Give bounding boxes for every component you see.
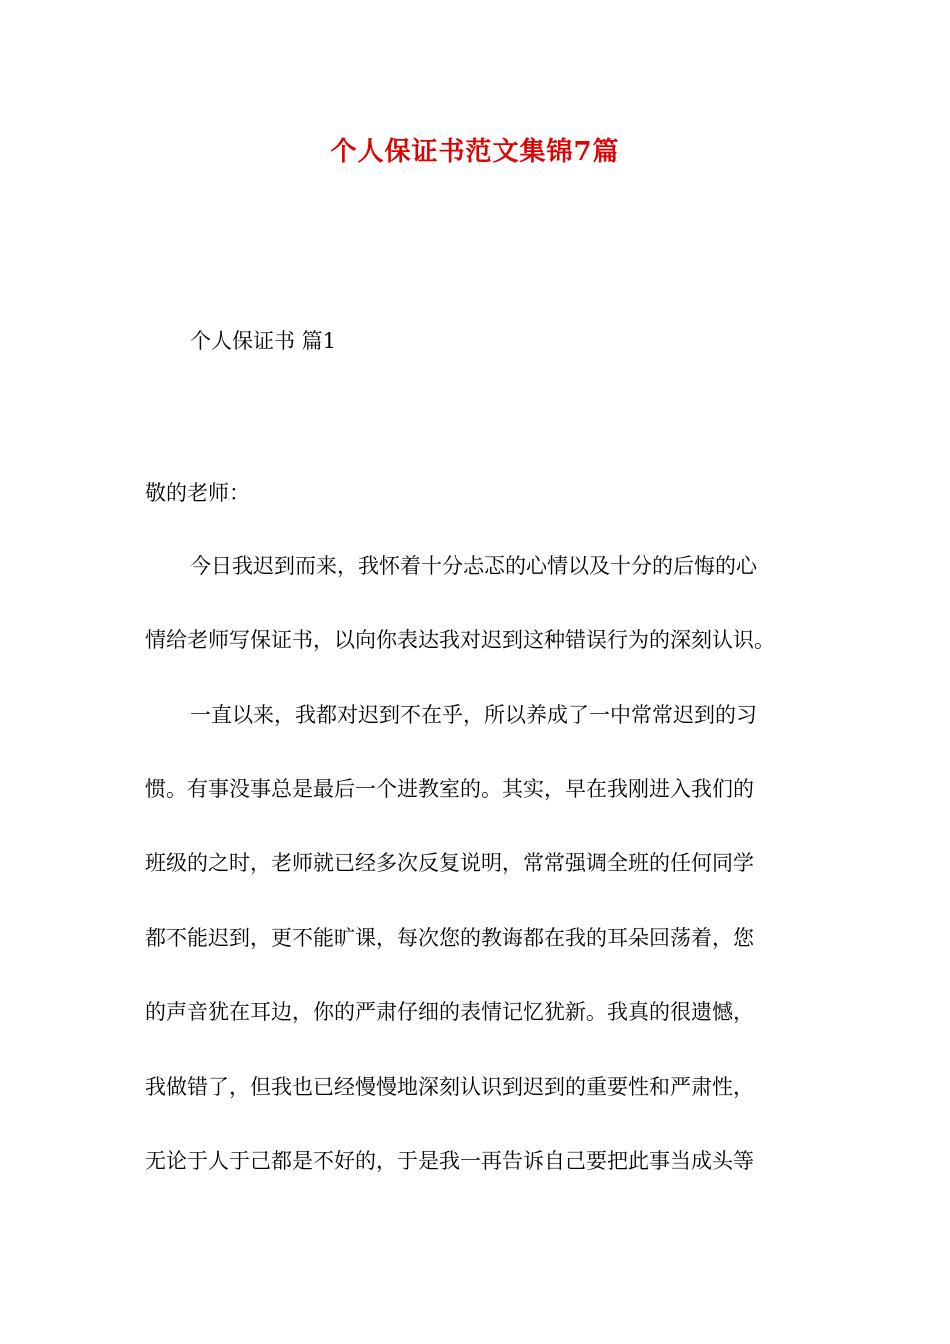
- paragraph-line: 的声音犹在耳边，你的严肃仔细的表情记忆犹新。我真的很遗憾，: [145, 1000, 754, 1024]
- paragraph-line: 无论于人于己都是不好的，于是我一再告诉自己要把此事当成头等: [145, 1149, 754, 1173]
- paragraph-line: 都不能迟到，更不能旷课，每次您的教诲都在我的耳朵回荡着，您: [145, 926, 754, 950]
- section-heading: 个人保证书 篇1: [190, 329, 337, 353]
- document-title: 个人保证书范文集锦7篇: [330, 137, 620, 167]
- paragraph-line: 今日我迟到而来，我怀着十分忐忑的心情以及十分的后悔的心: [190, 554, 757, 578]
- paragraph-line: 情给老师写保证书，以向你表达我对迟到这种错误行为的深刻认识。: [145, 628, 775, 652]
- paragraph-line: 我做错了，但我也已经慢慢地深刻认识到迟到的重要性和严肃性，: [145, 1075, 754, 1099]
- paragraph-line: 班级的之时，老师就已经多次反复说明，常常强调全班的任何同学: [145, 851, 754, 875]
- paragraph-line: 一直以来，我都对迟到不在乎，所以养成了一中常常迟到的习: [190, 703, 757, 727]
- salutation: 敬的老师：: [145, 481, 250, 505]
- paragraph-line: 惯。有事没事总是最后一个进教室的。其实，早在我刚进入我们的: [145, 777, 754, 801]
